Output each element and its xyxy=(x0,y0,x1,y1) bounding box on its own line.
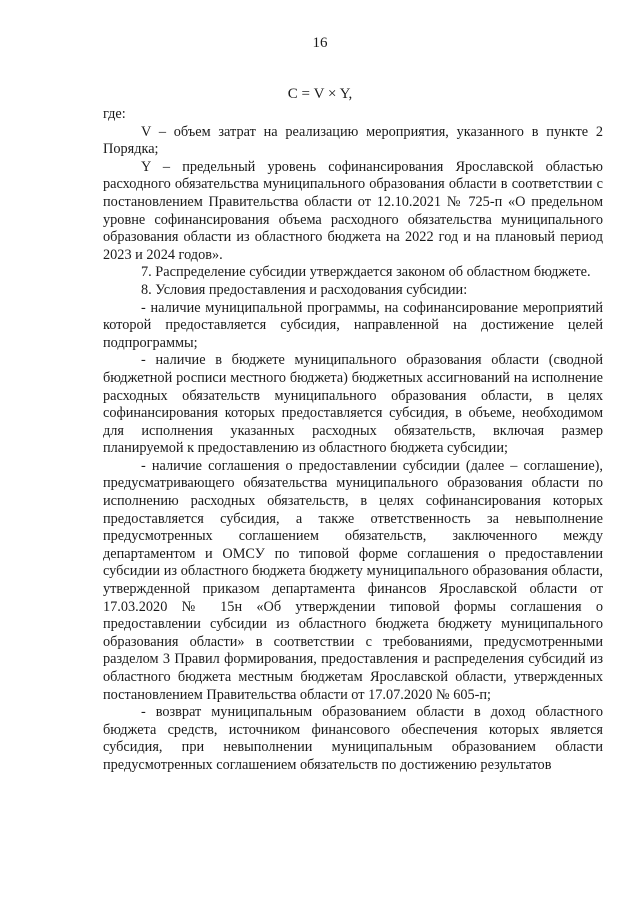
paragraph: 7. Распределение субсидии утверждается законом об областном бюджете. xyxy=(141,264,591,281)
paragraph: - возврат муниципальным образованием области в доход областного бюджета средств, источником финансового обеспечения которых является субсидия, при невыполнении муниципальным образованием области предусмотренных соглашением обязательств по достижению результатов xyxy=(103,704,603,773)
document-body xyxy=(103,106,603,775)
paragraph: - наличие соглашения о предоставлении субсидии (далее – соглашение), предусматривающего обязательства муниципального образования области по исполнению расходных обязательств, в целях софинансирования которых предоставляется субсидия, а также ответственность за невыполнение предусмотренных соглашением обязательств, заключенного между департаментом и ОМСУ по типовой форме соглашения о предоставлении субсидии из областного бюджета бюджету муниципального образования области, утвержденной приказом департамента финансов Ярославской области от 17.03.2020 № 15н «Об утверждении типовой формы соглашения о предоставлении субсидии из областного бюджета бюджету муниципального образования области» в соответствии с требованиями, предусмотренными разделом 3 Правил формирования, предоставления и распределения субсидий из областного бюджета местным бюджетам Ярославской области, утвержденных постановлением Правительства области от 17.07.2020 № 605-п; xyxy=(103,457,603,703)
paragraph: - наличие в бюджете муниципального образования области (сводной бюджетной росписи местного бюджета) бюджетных ассигнований на исполнение расходных обязательств муниципального образования области, в целях софинансирования которых предоставляется субсидия, в объеме, необходимом для исполнения указанных расходных обязательств, включая размер планируемой к предоставлению из областного бюджета субсидии; xyxy=(103,352,603,457)
formula: С = V × Y, xyxy=(287,86,353,102)
page-number: 16 xyxy=(312,35,328,51)
paragraph: 8. Условия предоставления и расходования субсидии: xyxy=(141,281,468,298)
paragraph: V – объем затрат на реализацию мероприятия, указанного в пункте 2 Порядка; xyxy=(103,123,603,158)
paragraph: где: xyxy=(103,106,126,122)
paragraph: - наличие муниципальной программы, на софинансирование мероприятий которой предоставляется субсидия, направленной на достижение целей подпрограммы; xyxy=(103,299,603,351)
paragraph: Y – предельный уровень софинансирования Ярославской областью расходного обязательства муниципального образования области в соответствии с постановлением Правительства области от 12.10.2021 № 725-п «О предельном уровне софинансирования объема расходного обязательства муниципального образования области из областного бюджета на 2022 год и на плановый период 2023 и 2024 годов». xyxy=(103,158,603,263)
